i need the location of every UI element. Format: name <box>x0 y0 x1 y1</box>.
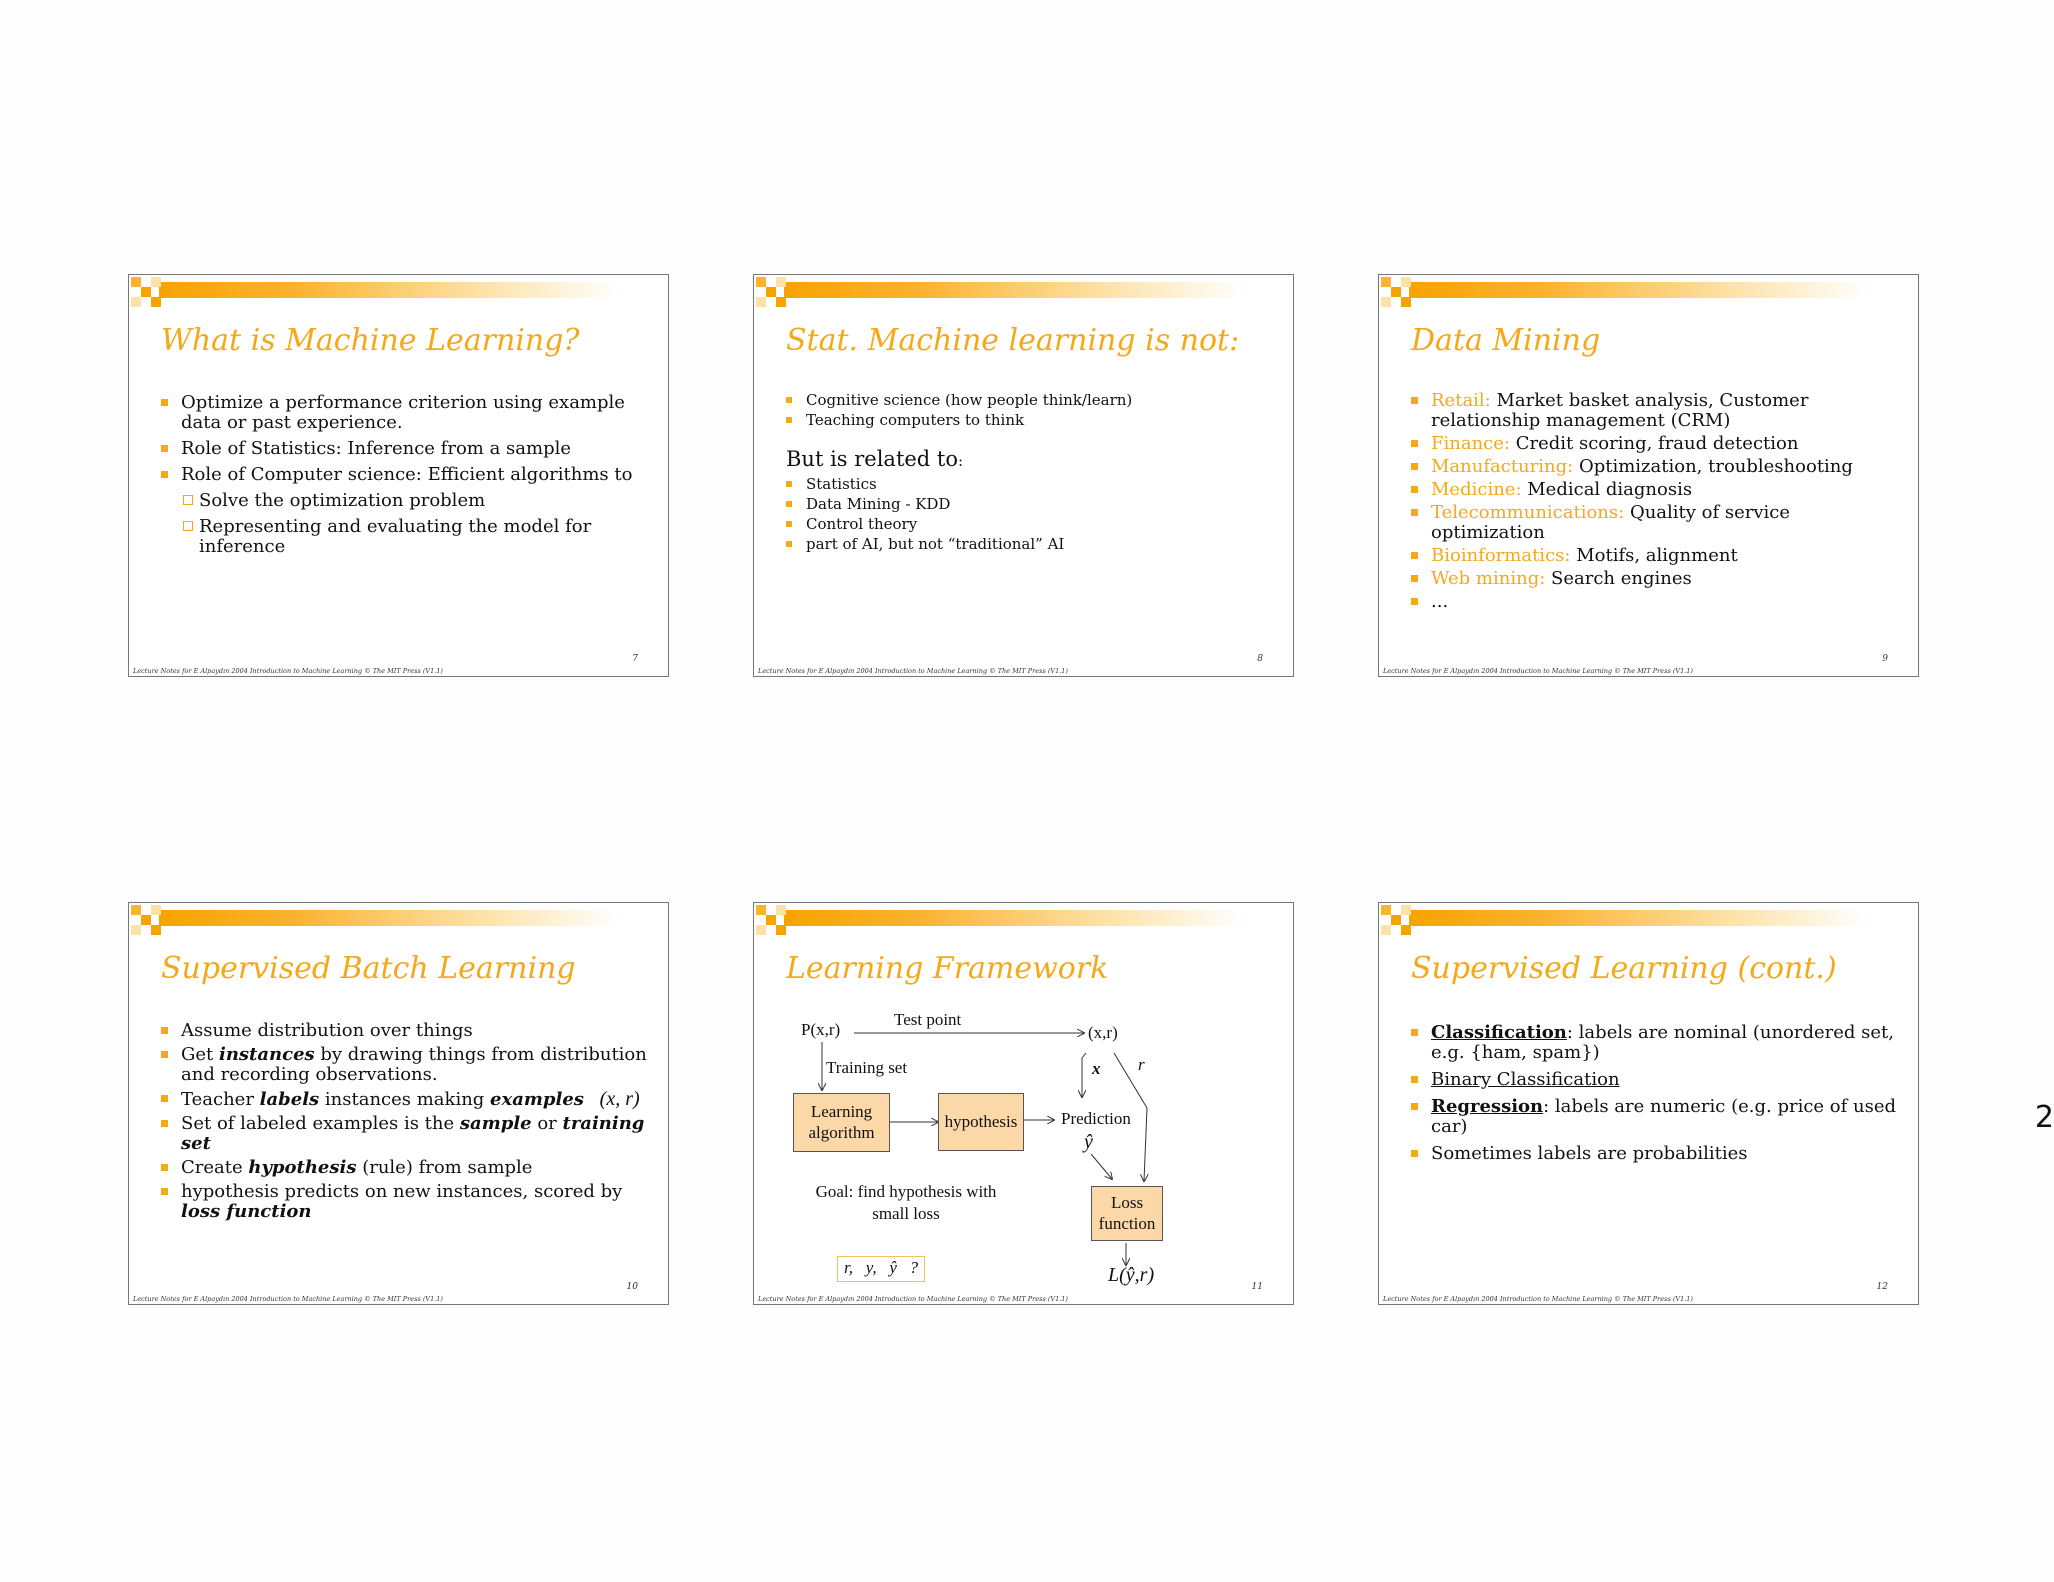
page-number: 12 <box>1876 1282 1888 1292</box>
hypothesis-box: hypothesis <box>938 1093 1024 1151</box>
slide-header-bar <box>159 282 619 298</box>
slide-footer: Lecture Notes for E Alpaydın 2004 Introduction to Machine Learning © The MIT Press (V1.1) <box>758 667 1068 675</box>
list-item: Retail: Market basket analysis, Customer relationship management (CRM) <box>1411 391 1898 431</box>
slide-title: Supervised Learning (cont.) <box>1411 951 1837 986</box>
list-item: part of AI, but not “traditional” AI <box>786 535 1273 553</box>
slide-title: Supervised Batch Learning <box>161 951 576 986</box>
list-item: Create hypothesis (rule) from sample <box>161 1158 648 1178</box>
training-set-label: Training set <box>826 1058 908 1077</box>
list-item: Control theory <box>786 515 1273 533</box>
slide-what-is-ml <box>128 274 669 677</box>
test-point-label: Test point <box>894 1010 962 1029</box>
bullet-list <box>786 391 1273 429</box>
list-item: Teacher labels instances making examples (x, r) <box>161 1089 648 1110</box>
list-item: Manufacturing: Optimization, troubleshooting <box>1411 457 1898 477</box>
slide-footer: Lecture Notes for E Alpaydın 2004 Introduction to Machine Learning © The MIT Press (V1.1) <box>133 1295 443 1303</box>
list-item: Solve the optimization problem <box>183 491 648 511</box>
list-item: Binary Classification <box>1411 1070 1898 1090</box>
page-number: 9 <box>1882 654 1888 664</box>
list-item: Assume distribution over things <box>161 1021 648 1041</box>
list-item: Medicine: Medical diagnosis <box>1411 480 1898 500</box>
bullet-list <box>161 393 648 485</box>
bullet-list <box>1411 1023 1898 1164</box>
list-item: Role of Statistics: Inference from a sample <box>161 439 648 459</box>
slide-title: Stat. Machine learning is not: <box>786 323 1240 358</box>
sub-bullet-list <box>183 491 648 557</box>
slide-header-bar <box>784 282 1244 298</box>
list-item: Cognitive science (how people think/learn) <box>786 391 1273 409</box>
page-number: 10 <box>626 1282 638 1292</box>
list-item: hypothesis predicts on new instances, scored by loss function <box>161 1182 648 1222</box>
slide-header-bar <box>1409 282 1869 298</box>
example-label: (x,r) <box>1088 1023 1118 1042</box>
list-item: Telecommunications: Quality of service optimization <box>1411 503 1898 543</box>
slide-title: Learning Framework <box>786 951 1109 986</box>
prediction-label: Prediction <box>1061 1109 1131 1128</box>
slide-learning-framework <box>753 902 1294 1305</box>
slide-footer: Lecture Notes for E Alpaydın 2004 Introduction to Machine Learning © The MIT Press (V1.1) <box>1383 667 1693 675</box>
page-number: 8 <box>1257 654 1263 664</box>
slide-header-bar <box>1409 910 1869 926</box>
slide-supervised-batch <box>128 902 669 1305</box>
list-item: Data Mining - KDD <box>786 495 1273 513</box>
slide-data-mining <box>1378 274 1919 677</box>
slide-title: What is Machine Learning? <box>161 323 580 358</box>
bullet-list <box>1411 391 1898 612</box>
list-item: Set of labeled examples is the sample or training set <box>161 1114 648 1154</box>
list-item: Representing and evaluating the model for inference <box>183 517 648 557</box>
list-item: Optimize a performance criterion using example data or past experience. <box>161 393 648 433</box>
slide-footer: Lecture Notes for E Alpaydın 2004 Introduction to Machine Learning © The MIT Press (V1.1) <box>758 1295 1068 1303</box>
slide-supervised-cont <box>1378 902 1919 1305</box>
slide-footer: Lecture Notes for E Alpaydın 2004 Introduction to Machine Learning © The MIT Press (V1.1) <box>1383 1295 1693 1303</box>
distribution-label: P(x,r) <box>801 1020 841 1039</box>
list-item: ... <box>1411 592 1898 612</box>
bullet-list <box>161 1021 648 1222</box>
page-number: 11 <box>1251 1282 1263 1292</box>
list-item: Statistics <box>786 475 1273 493</box>
list-item: Sometimes labels are probabilities <box>1411 1144 1898 1164</box>
prediction-symbol: ŷ <box>1084 1131 1093 1153</box>
list-item: Finance: Credit scoring, fraud detection <box>1411 434 1898 454</box>
list-item: Regression: labels are numeric (e.g. price of used car) <box>1411 1097 1898 1137</box>
related-heading: But is related to: <box>786 447 964 471</box>
slide-stat-ml-not <box>753 274 1294 677</box>
list-item: Get instances by drawing things from distribution and recording observations. <box>161 1045 648 1085</box>
loss-formula: L(ŷ,r) <box>1108 1264 1155 1286</box>
sheet-page-number: 2 <box>2034 1100 2054 1135</box>
list-item: Bioinformatics: Motifs, alignment <box>1411 546 1898 566</box>
list-item: Role of Computer science: Efficient algorithms to <box>161 465 648 485</box>
page-number: 7 <box>632 654 638 664</box>
r-label: r <box>1138 1055 1145 1074</box>
slide-title: Data Mining <box>1411 323 1601 358</box>
notation-legend: r, y, ŷ ? <box>837 1256 925 1282</box>
slide-header-bar <box>159 910 619 926</box>
related-list <box>786 475 1273 553</box>
slide-footer: Lecture Notes for E Alpaydın 2004 Introduction to Machine Learning © The MIT Press (V1.1) <box>133 667 443 675</box>
loss-function-box: Loss function <box>1091 1186 1163 1241</box>
learning-algorithm-box: Learning algorithm <box>793 1093 890 1152</box>
list-item: Classification: labels are nominal (unordered set, e.g. {ham, spam}) <box>1411 1023 1898 1063</box>
list-item: Teaching computers to think <box>786 411 1273 429</box>
list-item: Web mining: Search engines <box>1411 569 1898 589</box>
goal-text: Goal: find hypothesis with small loss <box>815 1182 997 1223</box>
x-label: x <box>1092 1059 1101 1078</box>
